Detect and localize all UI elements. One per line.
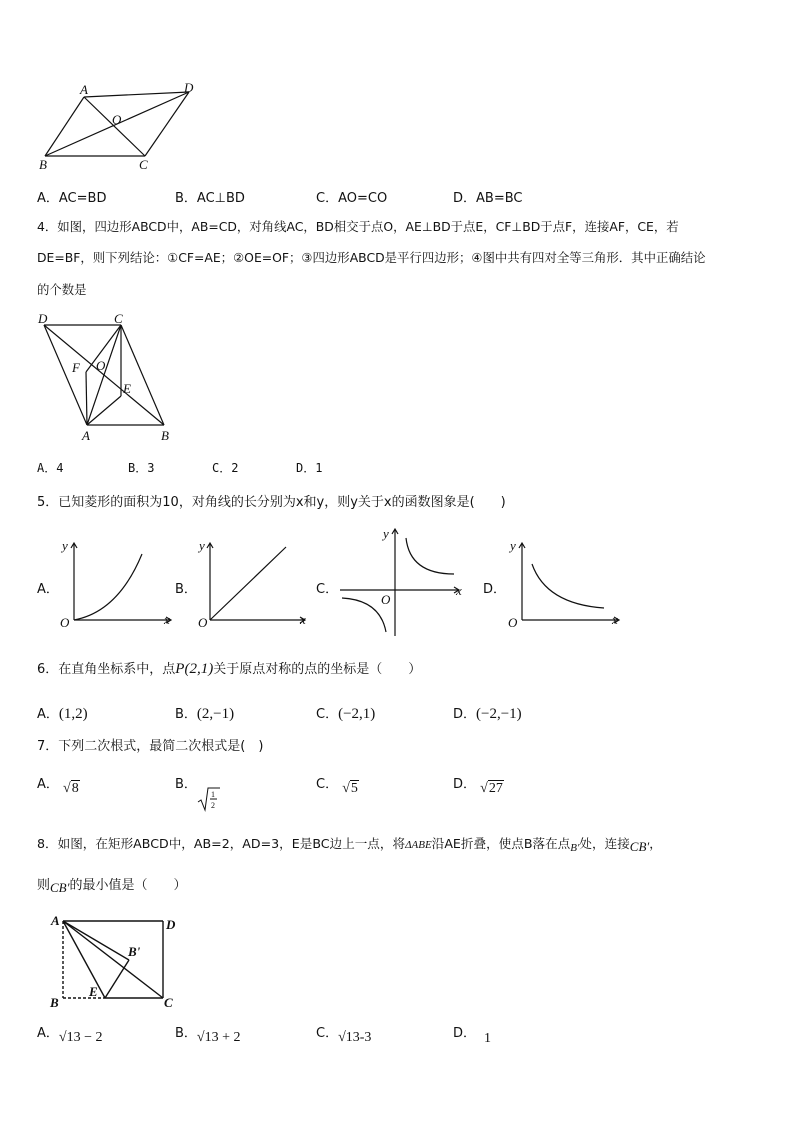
y-axis-label: y bbox=[199, 538, 205, 553]
label-C: C bbox=[164, 995, 173, 1010]
q6-option-d-letter: D． bbox=[453, 707, 477, 722]
y-axis-label: y bbox=[62, 538, 68, 553]
q5-option-d-graph[interactable] bbox=[506, 532, 626, 632]
radicand: 5 bbox=[350, 781, 358, 796]
q8-stem-part-3: 处，连接 bbox=[579, 836, 630, 851]
q8-stem-part-2: 沿AE折叠，使点B落在点 bbox=[431, 836, 571, 851]
label-D: D bbox=[184, 80, 194, 95]
q5-option-b-letter[interactable]: B． bbox=[175, 582, 197, 597]
radicand: 27 bbox=[488, 781, 503, 796]
q8-option-a-value: √13 − 2 bbox=[58, 1030, 103, 1045]
segment-AE bbox=[63, 921, 105, 998]
q6-option-d[interactable] bbox=[453, 703, 522, 723]
q4-stem-line-3: 的个数是 bbox=[37, 282, 87, 297]
origin-label: O bbox=[198, 615, 208, 630]
q8-option-d-letter: D． bbox=[453, 1026, 477, 1041]
label-O: O bbox=[96, 358, 106, 373]
q6-stem-prefix: 6．在直角坐标系中，点 bbox=[37, 662, 176, 677]
q6-option-b-value: (2,−1) bbox=[196, 706, 235, 722]
q8-option-d-value: 1 bbox=[484, 1031, 492, 1046]
q4-option-a[interactable]: A．4 bbox=[37, 461, 64, 475]
segment-AF bbox=[86, 372, 87, 425]
q7-option-c-letter: C． bbox=[316, 777, 339, 792]
q6-option-b[interactable] bbox=[175, 703, 234, 723]
q3-option-b[interactable]: B．AC⊥BD bbox=[175, 191, 245, 206]
q8-option-a[interactable] bbox=[37, 1022, 103, 1045]
q6-option-d-value: (−2,−1) bbox=[476, 706, 522, 722]
edge-DA bbox=[44, 325, 87, 425]
edge-AD bbox=[84, 92, 189, 97]
q6-stem bbox=[37, 660, 421, 679]
q6-option-a[interactable] bbox=[37, 703, 88, 723]
q5-option-d-letter[interactable]: D． bbox=[483, 582, 507, 597]
label-D: D bbox=[38, 311, 48, 326]
q6-point: P(2,1) bbox=[175, 661, 214, 677]
origin-label: O bbox=[508, 615, 518, 630]
q7-option-a-letter: A． bbox=[37, 777, 59, 792]
q3-option-a[interactable]: A．AC=BD bbox=[37, 191, 107, 206]
q4-quadrilateral-figure bbox=[30, 308, 190, 448]
label-B: B bbox=[39, 157, 47, 172]
label-C: C bbox=[114, 311, 123, 326]
q6-option-a-value: (1,2) bbox=[58, 706, 88, 722]
q8-stem-line2-part-1: 则 bbox=[37, 878, 51, 893]
origin-label: O bbox=[381, 592, 391, 607]
q7-option-d-radical: √27 bbox=[480, 781, 503, 796]
q3-parallelogram-figure bbox=[30, 80, 230, 175]
label-B-prime: B' bbox=[128, 944, 141, 959]
q4-option-b[interactable]: B．3 bbox=[128, 461, 155, 475]
q8-cbprime: CB′ bbox=[629, 839, 650, 854]
q7-option-b-radical-half bbox=[196, 786, 222, 812]
q6-option-b-letter: B． bbox=[175, 707, 197, 722]
y-axis-label: y bbox=[383, 526, 389, 541]
q8-bprime: B′ bbox=[570, 842, 580, 854]
q7-option-a[interactable] bbox=[37, 773, 80, 796]
q6-stem-suffix: 关于原点对称的点的坐标是（ ） bbox=[213, 662, 422, 677]
label-A: A bbox=[82, 428, 90, 443]
q8-cbprime-2: CB′ bbox=[50, 880, 70, 895]
label-A: A bbox=[51, 913, 60, 928]
x-axis-label: x bbox=[456, 583, 462, 598]
denominator: 2 bbox=[211, 801, 215, 810]
q7-option-b[interactable] bbox=[175, 773, 197, 792]
q5-option-c-letter[interactable]: C． bbox=[316, 582, 339, 597]
q8-stem-line2-part-2: 的最小值是（ ） bbox=[69, 878, 187, 893]
radicand: 8 bbox=[71, 781, 79, 796]
q7-option-b-letter: B． bbox=[175, 777, 197, 792]
label-C: C bbox=[139, 157, 148, 172]
q7-option-c[interactable] bbox=[316, 773, 359, 796]
x-axis-label: x bbox=[300, 612, 306, 627]
q8-stem-part-1: 8．如图，在矩形ABCD中，AB=2，AD=3，E是BC边上一点，将 bbox=[37, 836, 406, 851]
q7-stem: 7．下列二次根式，最简二次根式是( ) bbox=[37, 739, 264, 754]
edge-CB bbox=[121, 325, 164, 425]
label-A: A bbox=[80, 82, 88, 97]
numerator: 1 bbox=[211, 790, 215, 799]
q8-option-c-value: √13-3 bbox=[338, 1030, 372, 1045]
x-axis-label: x bbox=[164, 612, 170, 627]
q4-option-c[interactable]: C．2 bbox=[212, 461, 239, 475]
label-B: B bbox=[50, 995, 59, 1010]
label-O: O bbox=[112, 112, 122, 127]
q5-stem: 5．已知菱形的面积为10，对角线的长分别为x和y，则y关于x的函数图象是( ) bbox=[37, 495, 506, 510]
q5-option-b-graph[interactable] bbox=[196, 532, 316, 632]
q4-stem-line-1: 4．如图，四边形ABCD中，AB=CD，对角线AC，BD相交于点O，AE⊥BD于点E，CF⊥BD于点F，连接AF，CE，若 bbox=[37, 219, 679, 234]
y-axis-label: y bbox=[510, 538, 516, 553]
q8-stem-part-4: ， bbox=[649, 836, 662, 851]
q8-option-b[interactable] bbox=[175, 1022, 241, 1045]
label-B: B bbox=[161, 428, 169, 443]
q6-option-c-letter: C． bbox=[316, 707, 339, 722]
q8-option-c-letter: C． bbox=[316, 1026, 339, 1041]
origin-label: O bbox=[60, 615, 70, 630]
label-F: F bbox=[72, 360, 80, 375]
q7-option-a-radical: √8 bbox=[63, 781, 79, 796]
q8-rectangle-figure bbox=[40, 908, 190, 1012]
label-D: D bbox=[166, 917, 176, 932]
q8-stem-line-2 bbox=[37, 876, 187, 895]
q8-option-b-value: √13 + 2 bbox=[196, 1030, 241, 1045]
q5-option-a-letter[interactable]: A． bbox=[37, 582, 59, 597]
q8-triangle: ΔABE bbox=[405, 839, 432, 851]
label-E: E bbox=[123, 381, 131, 396]
q6-option-c-value: (−2,1) bbox=[338, 706, 376, 722]
q8-option-d[interactable] bbox=[453, 1022, 492, 1046]
q8-stem-line-1 bbox=[37, 835, 662, 854]
x-axis-label: x bbox=[612, 612, 618, 627]
q5-option-c-graph[interactable] bbox=[334, 524, 474, 644]
segment-B-prime-E bbox=[105, 960, 129, 998]
q3-option-c[interactable]: C．AO=CO bbox=[316, 191, 388, 206]
q8-option-c[interactable] bbox=[316, 1022, 372, 1045]
q4-option-d[interactable]: D．1 bbox=[296, 461, 323, 475]
q7-option-c-radical: √5 bbox=[342, 781, 358, 796]
q3-option-d[interactable]: D．AB=BC bbox=[453, 191, 523, 206]
q6-option-a-letter: A． bbox=[37, 707, 59, 722]
q4-stem-line-2: DE=BF，则下列结论：①CF=AE；②OE=OF；③四边形ABCD是平行四边形；④图中共有四对全等三角形．其中正确结论 bbox=[37, 250, 706, 265]
q8-option-b-letter: B． bbox=[175, 1026, 197, 1041]
label-E: E bbox=[89, 984, 98, 999]
q8-option-a-letter: A． bbox=[37, 1026, 59, 1041]
q7-option-d[interactable] bbox=[453, 773, 504, 796]
q6-option-c[interactable] bbox=[316, 703, 375, 723]
q7-option-d-letter: D． bbox=[453, 777, 477, 792]
q5-option-a-graph[interactable] bbox=[58, 532, 178, 632]
